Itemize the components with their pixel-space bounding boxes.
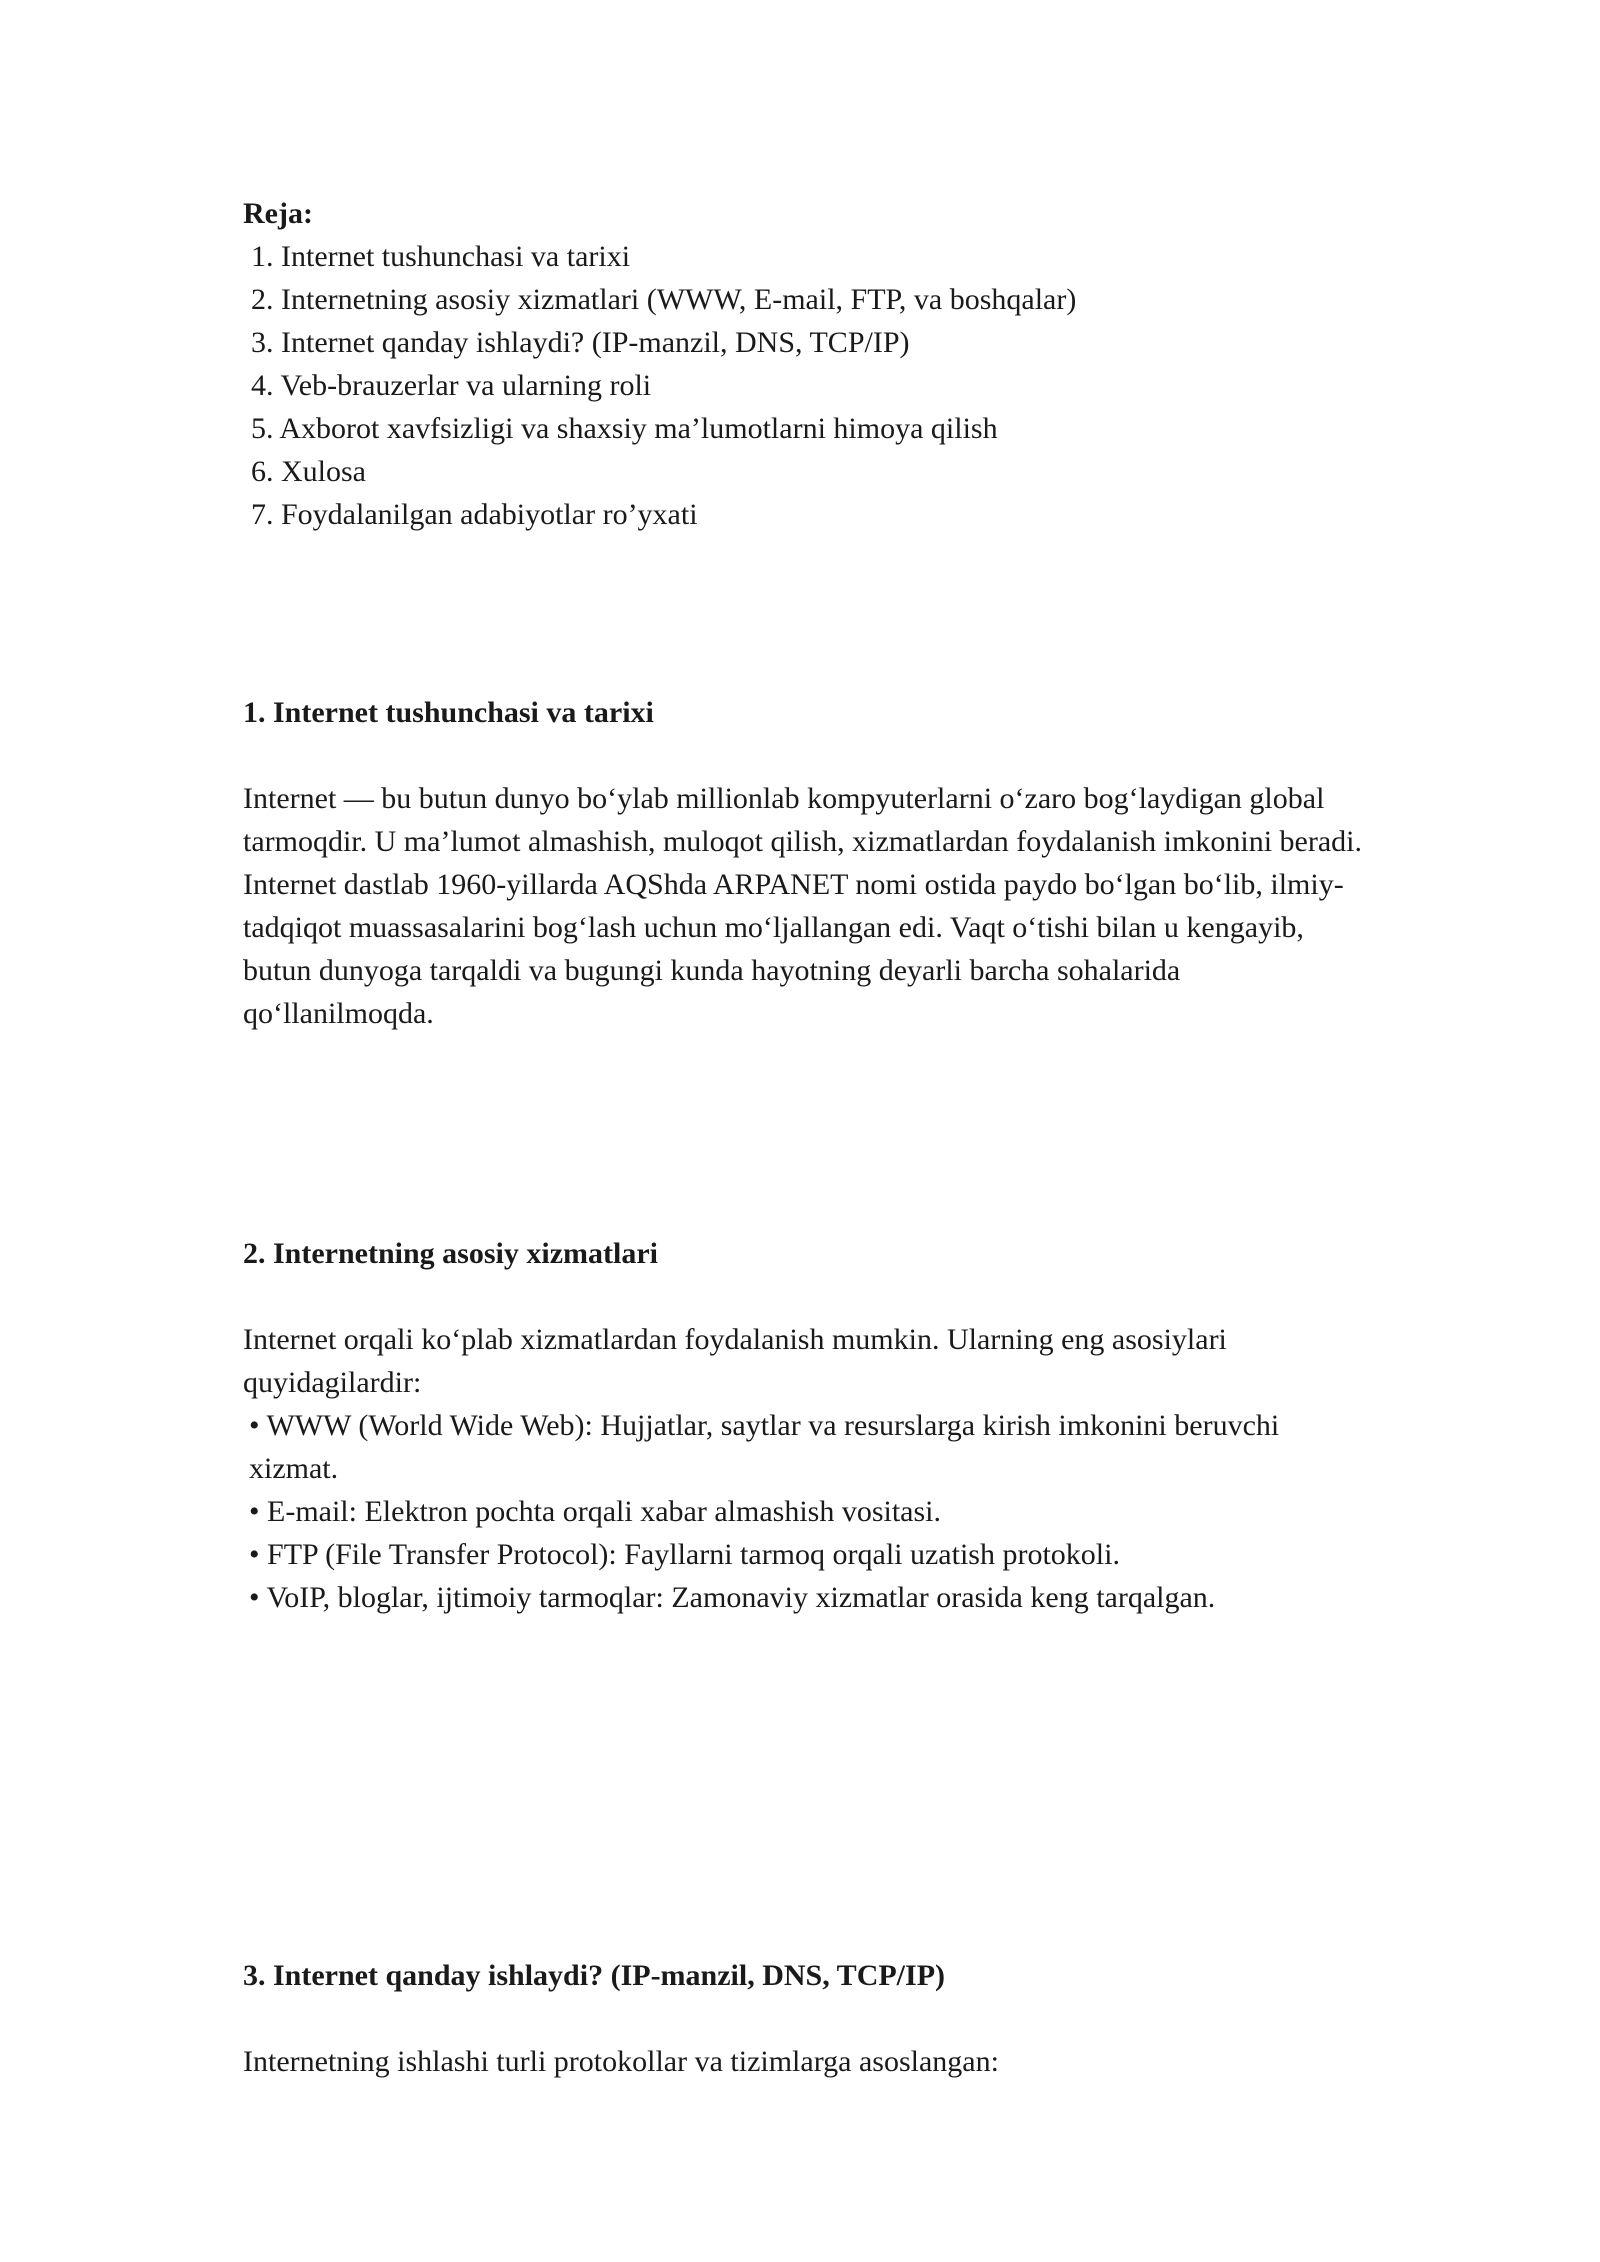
plan-item-2: 2. Internetning asosiy xizmatlari (WWW, E-mail, FTP, va boshqalar)	[251, 283, 1077, 316]
section-2-intro: Internet orqali ko‘plab xizmatlardan foydalanish mumkin. Ularning eng asosiylari quyidagilardir:	[243, 1323, 1227, 1399]
plan-item-5: 5. Axborot xavfsizligi va shaxsiy ma’lumotlarni himoya qilish	[251, 412, 998, 445]
section-2-bullet-www: • WWW (World Wide Web): Hujjatlar, saytlar va resurslarga kirish imkonini beruvchi xizmat.	[249, 1409, 1280, 1485]
plan-title: Reja:	[243, 197, 313, 230]
section-1-heading: 1. Internet tushunchasi va tarixi	[243, 696, 654, 729]
section-3	[243, 1954, 1373, 1997]
plan-item-4: 4. Veb-brauzerlar va ularning roli	[251, 369, 652, 402]
section-2	[243, 1232, 1373, 1275]
section-2-bullet-ftp: • FTP (File Transfer Protocol): Fayllarni tarmoq orqali uzatish protokoli.	[249, 1538, 1120, 1571]
section-1	[243, 691, 1373, 734]
section-2-heading: 2. Internetning asosiy xizmatlari	[243, 1237, 658, 1270]
section-2-body	[243, 1318, 1373, 1619]
section-3-heading: 3. Internet qanday ishlaydi? (IP-manzil, DNS, TCP/IP)	[243, 1959, 946, 1992]
section-3-intro: Internetning ishlashi turli protokollar va tizimlarga asoslangan:	[243, 2045, 999, 2078]
plan-item-7: 7. Foydalanilgan adabiyotlar ro’yxati	[251, 498, 698, 531]
section-2-bullet-voip: • VoIP, bloglar, ijtimoiy tarmoqlar: Zamonaviy xizmatlar orasida keng tarqalgan.	[249, 1581, 1216, 1614]
plan-item-3: 3. Internet qanday ishlaydi? (IP-manzil, DNS, TCP/IP)	[251, 326, 910, 359]
section-3-body	[243, 2040, 1373, 2083]
plan-section	[243, 192, 1373, 536]
section-1-body	[243, 777, 1373, 1035]
section-2-bullet-email: • E-mail: Elektron pochta orqali xabar almashish vositasi.	[249, 1495, 941, 1528]
plan-item-6: 6. Xulosa	[251, 455, 366, 488]
section-1-paragraph: Internet — bu butun dunyo bo‘ylab millionlab kompyuterlarni o‘zaro bog‘laydigan global tarmoqdir. U ma’lumot almashish, muloqot qilish, xizmatlardan foydalanish imkonini beradi. Internet dastlab 1960-yillarda AQShda ARPANET nomi ostida paydo bo‘lgan bo‘lib, ilmiy-tadqiqot muassasalarini bog‘lash uchun mo‘ljallangan edi. Vaqt o‘tishi bilan u kengayib, butun dunyoga tarqaldi va bugungi kunda hayotning deyarli barcha sohalarida qo‘llanilmoqda.	[243, 782, 1362, 1030]
plan-item-1: 1. Internet tushunchasi va tarixi	[251, 240, 631, 273]
